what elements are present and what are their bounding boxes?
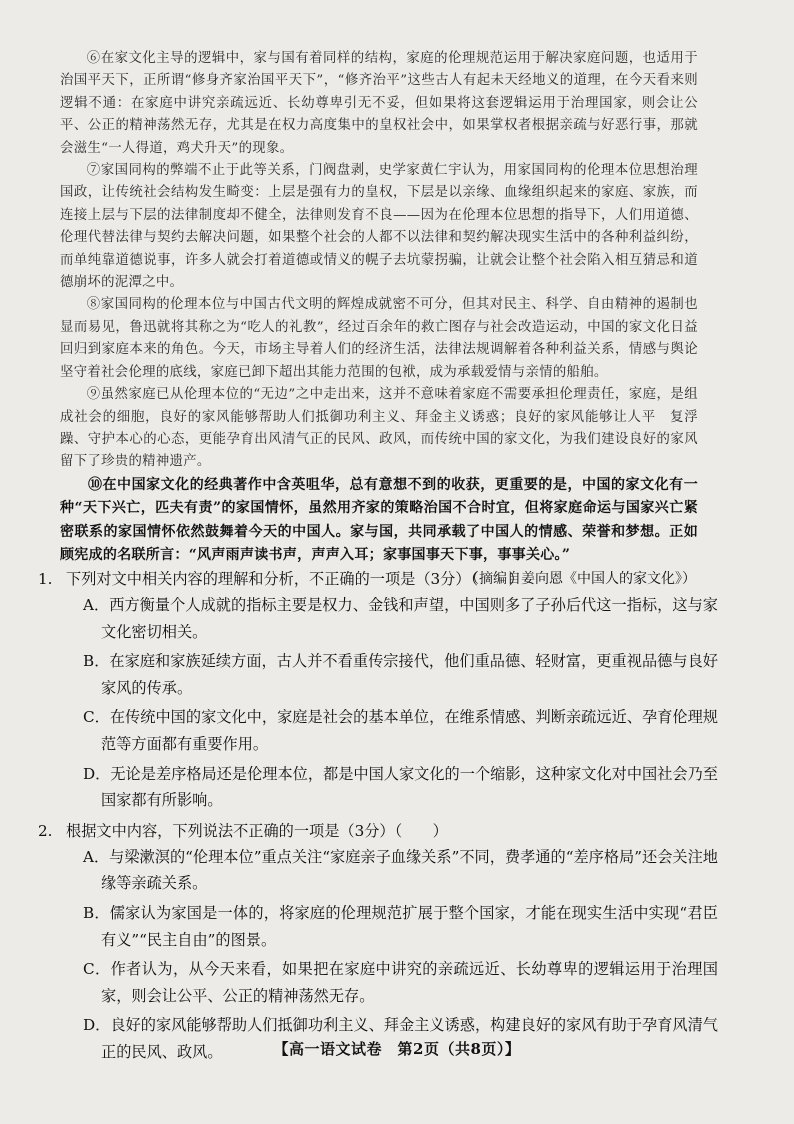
option-b: B．儒家认为家国是一体的，将家庭的伦理规范扩展于整个国家，才能在现实生活中实现“君臣有义”“民主自由”的图景。 [83,903,718,949]
question-text: 下列对文中相关内容的理解和分析，不正确的一项是（3分）（ ） [66,570,524,588]
option-a: A．与梁漱溟的“伦理本位”重点关注“家庭亲子血缘关系”不同，费孝通的“差序格局”还会关注地缘等亲疏关系。 [83,847,718,893]
question-stem [38,818,718,844]
option-d: D．无论是差序格局还是伦理本位，都是中国人家文化的一个缩影，这种家文化对中国社会乃至国家都有所影响。 [83,764,718,810]
question-stem [38,566,718,592]
option-b: B．在家庭和家族延续方面，古人并不看重传宗接代，他们重品德、轻财富，更重视品德与良好家风的传承。 [83,652,718,697]
passage-source: （摘编自姜向恩《中国人的家文化》） [465,571,696,588]
paragraph-10: ⑩在中国家文化的经典著作中含英咀华，总有意想不到的收获，更重要的是，中国的家文化有一种“天下兴亡，匹夫有责”的家国情怀，虽然用齐家的策略治国不合时宜，但将家庭命运与国家兴亡紧密联系的家国情怀依然鼓舞着今天的中国人。家与国，共同承载了中国人的情感、荣誉和梦想。正如顾宪成的名联所言：“风声雨声读书声，声声入耳；家事国事天下事，事事关心。” [60,476,698,563]
option-c: C．在传统中国的家文化中，家庭是社会的基本单位，在维系情感、判断亲疏远近、孕育伦理规范等方面都有重要作用。 [83,708,718,753]
page-footer: 【高一语文试卷 第2页（共8页）】 [273,1040,521,1058]
option-d: D．良好的家风能够帮助人们抵御功利主义、拜金主义诱惑，构建良好的家风有助于孕育风清气正的民风、政风。 [83,1016,718,1061]
reading-passage [60,48,698,591]
option-a: A．西方衡量个人成就的指标主要是权力、金钱和声望，中国则多了子孙后代这一指标，这与家文化密切相关。 [83,596,718,641]
question-text: 根据文中内容，下列说法不正确的一项是（3分）（ ） [66,821,448,840]
question-number: 2. [38,821,53,840]
questions-section [38,566,718,1069]
question-1 [38,566,718,814]
paragraph-9: ⑨虽然家庭已从伦理本位的“无边”之中走出来，这并不意味着家庭不需要承担伦理责任，家庭，是组成社会的细胞，良好的家风能够帮助人们抵御功利主义、拜金主义诱惑；良好的家风能够让人平 复浮躁、守护本心的心态，更能孕育出风清气正的民风、政风，而传统中国的家文化，为我们建设良好的家风留下了珍贵的精神遗产。 [60,387,698,470]
paragraph-6: ⑥在家文化主导的逻辑中，家与国有着同样的结构，家庭的伦理规范运用于解决家庭问题，也适用于治国平天下，正所谓“修身齐家治国平天下”，“修齐治平”这些古人有起未天经地义的道理，在今天看来则逻辑不通：在家庭中讲究亲疏远近、长幼尊卑引无不妥，但如果将这套逻辑运用于治理国家，则会让公平、公正的精神荡然无存，尤其是在权力高度集中的皇权社会中，如果掌权者根据亲疏与好恶行事，那就会滋生“一人得道，鸡犬升天”的现象。 [60,51,698,156]
paragraph-7: ⑦家国同构的弊端不止于此等关系，门阀盘剥，史学家黄仁宇认为，用家国同构的伦理本位思想治理国政，让传统社会结构发生畸变：上层是强有力的皇权，下层是以亲缘、血缘组织起来的家庭、家族，而连接上层与下层的法律制度却不健全，法律则发育不良——因为在伦理本位思想的指导下，人们用道德、伦理代替法律与契约去解决问题，如果整个社会的人都不以法律和契约解决现实生活中的各种利益纠纷，而单纯靠道德说事，许多人就会打着道德或情义的幌子去坑蒙拐骗，让就会让整个社会陷入相互猜忌和道德崩坏的泥潭之中。 [60,163,698,291]
question-number: 1. [38,570,53,588]
paragraph-8: ⑧家国同构的伦理本位与中国古代文明的辉煌成就密不可分，但其对民主、科学、自由精神的遏制也显而易见，鲁迅就将其称之为“吃人的礼教”，经过百余年的救亡图存与社会改造运动，中国的家文化日益回归到家庭本来的角色。今天，市场主导着人们的经济生活，法律法规调解着各种利益关系，情感与舆论坚守着社会伦理的底线，家庭已卸下超出其能力范围的包袱，成为承载爱情与亲情的船舶。 [60,297,698,380]
question-2 [38,818,718,1066]
option-c: C．作者认为，从今天来看，如果把在家庭中讲究的亲疏远近、长幼尊卑的逻辑运用于治理国家，则会让公平、公正的精神荡然无存。 [83,960,718,1005]
